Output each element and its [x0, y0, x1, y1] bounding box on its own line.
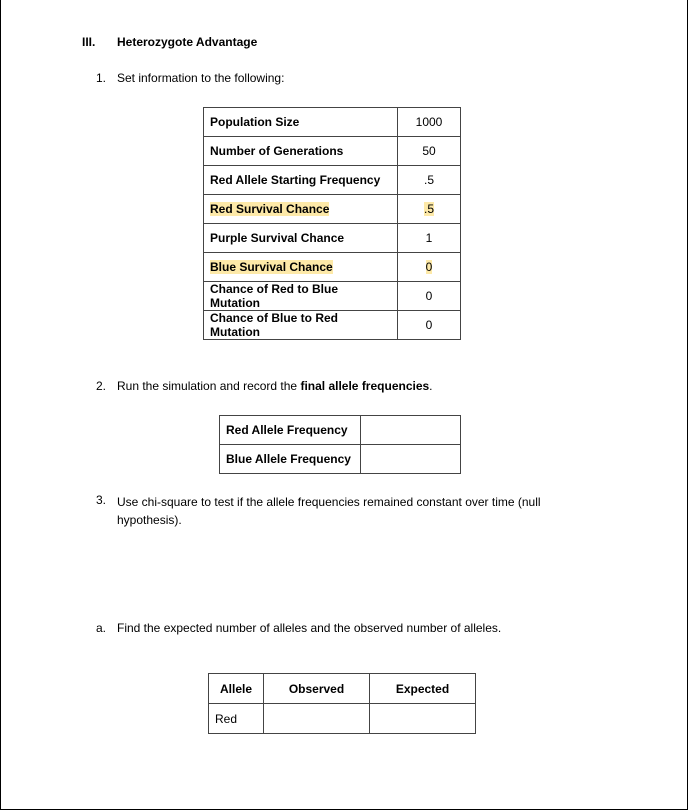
setting-label: Chance of Red to Blue Mutation: [204, 282, 398, 311]
step3-number: 3.: [96, 493, 107, 507]
frequency-label: Red Allele Frequency: [220, 416, 361, 445]
step2-bold-text: final allele frequencies: [300, 379, 430, 393]
frequency-label: Blue Allele Frequency: [220, 445, 361, 474]
step2-text: Run the simulation and record the final allele frequencies.: [117, 379, 433, 393]
stepa-text: Find the expected number of alleles and the observed number of alleles.: [117, 621, 502, 635]
table-row: [209, 704, 476, 734]
setting-label: Chance of Blue to Red Mutation: [204, 311, 398, 340]
step1-number: 1.: [96, 71, 107, 85]
table-row: [220, 416, 461, 445]
setting-value-highlighted: 0: [425, 260, 433, 274]
column-header-expected: Expected: [370, 674, 476, 704]
setting-value: 1000: [398, 108, 461, 137]
setting-label-highlighted: Red Survival Chance: [210, 202, 330, 216]
observed-answer-cell[interactable]: [264, 704, 370, 734]
expected-answer-cell[interactable]: [370, 704, 476, 734]
setting-value: .5: [398, 166, 461, 195]
table-header-row: [209, 674, 476, 704]
setting-value: 0: [398, 311, 461, 340]
table-row: [220, 445, 461, 474]
settings-table: [203, 107, 461, 340]
column-header-allele: Allele: [209, 674, 264, 704]
setting-label: Number of Generations: [204, 137, 398, 166]
table-row: [204, 137, 461, 166]
observed-expected-table: [208, 673, 476, 734]
frequency-answer-cell[interactable]: [361, 416, 461, 445]
table-row: [204, 224, 461, 253]
allele-name: Red: [209, 704, 264, 734]
section-title: Heterozygote Advantage: [117, 35, 258, 49]
table-row: [204, 253, 461, 282]
table-row: [204, 311, 461, 340]
stepa-number: a.: [96, 621, 107, 635]
table-row: [204, 282, 461, 311]
table-row: [204, 195, 461, 224]
setting-value: 1: [398, 224, 461, 253]
column-header-observed: Observed: [264, 674, 370, 704]
setting-value-highlighted: .5: [423, 202, 434, 216]
section-number: III.: [82, 35, 96, 49]
setting-value: 0: [398, 282, 461, 311]
table-row: [204, 166, 461, 195]
step1-text: Set information to the following:: [117, 71, 285, 85]
step3-text: Use chi-square to test if the allele frequencies remained constant over time (null hypothesis).: [117, 495, 541, 527]
setting-label: Red Allele Starting Frequency: [204, 166, 398, 195]
setting-label: Population Size: [204, 108, 398, 137]
setting-label: Purple Survival Chance: [204, 224, 398, 253]
setting-label-highlighted: Blue Survival Chance: [210, 260, 333, 274]
final-frequency-table: [219, 415, 461, 474]
setting-value: 50: [398, 137, 461, 166]
frequency-answer-cell[interactable]: [361, 445, 461, 474]
step2-number: 2.: [96, 379, 107, 393]
table-row: [204, 108, 461, 137]
